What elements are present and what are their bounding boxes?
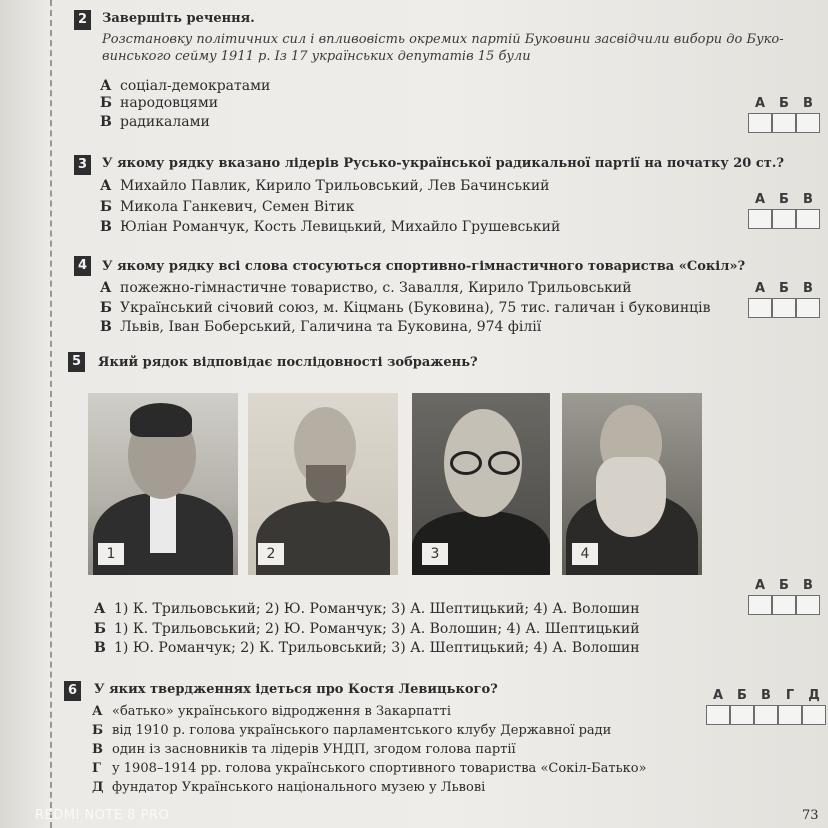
q4-option-b[interactable]: Б Український січовий союз, м. Кіцмань (Буковина), 75 тис. галичан і буковинців <box>100 300 711 316</box>
q5-option-b[interactable]: Б 1) К. Трильовський; 2) Ю. Романчук; 3) А. Волошин; 4) А. Шептицький <box>94 621 640 637</box>
question-2-number: 2 <box>74 10 91 30</box>
portrait-3-label: 3 <box>422 543 448 565</box>
q3-answer-box-c[interactable] <box>796 209 820 229</box>
q3-answer-box-a[interactable] <box>748 209 772 229</box>
q4-answer-grid: А Б В <box>748 281 820 318</box>
q6-answer-grid: А Б В Г Д <box>706 688 826 725</box>
q6-option-c[interactable]: В один із засновників та лідерів УНДП, згодом голова партії <box>92 742 516 757</box>
question-5-number: 5 <box>68 352 85 372</box>
q4-option-a[interactable]: А пожежно-гімнастичне товариство, с. Завалля, Кирило Трильовський <box>100 280 632 296</box>
q5-answer-grid: А Б В <box>748 578 820 615</box>
portrait-1-label: 1 <box>98 543 124 565</box>
question-2-text: Розстановку політичних сил і впливовість окремих партій Буковини засвідчили вибори до Буко-винського сейму 1911 р. Із 17 українських депутатів 15 були <box>102 32 784 64</box>
q2-answer-box-b[interactable] <box>772 113 796 133</box>
q4-answer-box-c[interactable] <box>796 298 820 318</box>
question-4-title: У якому рядку всі слова стосуються спортивно-гімнастичного товариства «Сокіл»? <box>102 259 746 274</box>
q3-answer-grid: А Б В <box>748 192 820 229</box>
cut-line <box>50 0 52 828</box>
q6-answer-box-b[interactable] <box>730 705 754 725</box>
portrait-2-label: 2 <box>258 543 284 565</box>
q6-answer-box-a[interactable] <box>706 705 730 725</box>
question-3-number: 3 <box>74 155 91 175</box>
camera-watermark: REDMI NOTE 8 PRO <box>35 808 170 823</box>
q2-answer-box-c[interactable] <box>796 113 820 133</box>
portrait-3 <box>412 393 550 575</box>
q3-option-b[interactable]: Б Микола Ганкевич, Семен Вітик <box>100 199 355 215</box>
q3-option-a[interactable]: А Михайло Павлик, Кирило Трильовський, Лев Бачинський <box>100 178 550 194</box>
q6-option-d[interactable]: Г у 1908–1914 рр. голова українського спортивного товариства «Сокіл-Батько» <box>92 761 647 776</box>
q2-option-b[interactable]: Б народовцями <box>100 95 219 111</box>
q6-answer-box-e[interactable] <box>802 705 826 725</box>
page-number: 73 <box>802 808 819 823</box>
q6-answer-box-c[interactable] <box>754 705 778 725</box>
q4-option-c[interactable]: В Львів, Іван Боберський, Галичина та Буковина, 974 філії <box>100 319 542 335</box>
q6-option-a[interactable]: А «батько» українського відродження в Закарпатті <box>92 704 451 719</box>
question-4-number: 4 <box>74 256 91 276</box>
question-3-title: У якому рядку вказано лідерів Русько-української радикальної партії на початку 20 ст.? <box>102 156 784 171</box>
q4-answer-box-b[interactable] <box>772 298 796 318</box>
q4-answer-box-a[interactable] <box>748 298 772 318</box>
question-6-title: У яких твердженнях ідеться про Костя Левицького? <box>94 682 498 697</box>
q2-option-a[interactable]: А соціал-демократами <box>100 78 271 94</box>
q2-answer-box-a[interactable] <box>748 113 772 133</box>
q6-option-b[interactable]: Б від 1910 р. голова українського парламентського клубу Державної ради <box>92 723 612 738</box>
q3-option-c[interactable]: В Юліан Романчук, Кость Левицький, Михайло Грушевський <box>100 219 561 235</box>
question-6-number: 6 <box>64 681 81 701</box>
portrait-4 <box>562 393 702 575</box>
portrait-1 <box>88 393 238 575</box>
question-2-title: Завершіть речення. <box>102 11 255 26</box>
portrait-2 <box>248 393 398 575</box>
q5-option-c[interactable]: В 1) Ю. Романчук; 2) К. Трильовський; 3) А. Шептицький; 4) А. Волошин <box>94 640 640 656</box>
q2-answer-grid: А Б В <box>748 96 820 133</box>
portrait-4-label: 4 <box>572 543 598 565</box>
q6-option-e[interactable]: Д фундатор Українського національного музею у Львові <box>92 780 486 795</box>
q5-answer-box-a[interactable] <box>748 595 772 615</box>
q6-answer-box-d[interactable] <box>778 705 802 725</box>
q5-answer-box-b[interactable] <box>772 595 796 615</box>
q5-option-a[interactable]: А 1) К. Трильовський; 2) Ю. Романчук; 3) А. Шептицький; 4) А. Волошин <box>94 601 640 617</box>
q2-option-c[interactable]: В радикалами <box>100 114 210 130</box>
question-5-title: Який рядок відповідає послідовності зображень? <box>98 355 478 370</box>
q3-answer-box-b[interactable] <box>772 209 796 229</box>
q5-answer-box-c[interactable] <box>796 595 820 615</box>
